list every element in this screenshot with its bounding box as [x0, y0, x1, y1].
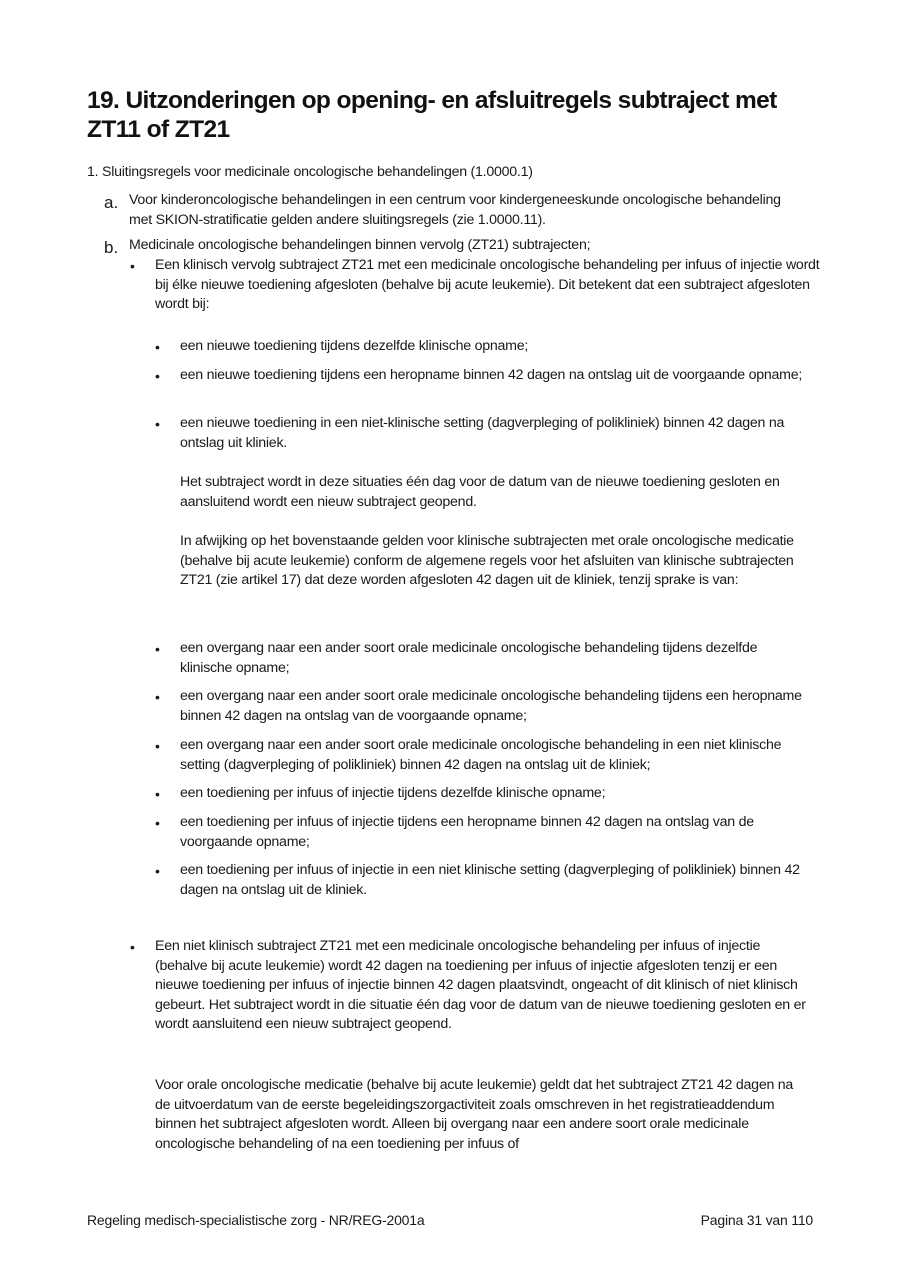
bullet-icon: •	[155, 815, 160, 831]
subitem-3: een nieuwe toediening in een niet-klinische setting (dagverpleging of polikliniek) binnen 42 dagen na ontslag uit kliniek.	[180, 415, 785, 451]
bullet-icon: •	[130, 939, 135, 955]
item-b-text: Medicinale oncologische behandelingen binnen vervolg (ZT21) subtrajecten;	[129, 237, 591, 253]
footer-document-title: Regeling medisch-specialistische zorg - NR/REG-2001a	[87, 1212, 425, 1228]
section-number: 1.	[87, 164, 99, 180]
bullet1-text: Een klinisch vervolg subtraject ZT21 met een medicinale oncologische behandeling per infuus of injectie wordt bij élke nieuwe toediening afgesloten (behalve bij acute leukemie). Dit betekent dat een subtraject afgesloten wordt bij:	[155, 257, 820, 313]
subitem-1: een nieuwe toediening tijdens dezelfde klinische opname;	[180, 338, 529, 354]
item-a-text: Voor kinderoncologische behandelingen in een centrum voor kindergeneeskunde oncologische behandeling met SKION-stratificatie gelden andere sluitingsregels (zie 1.0000.11).	[129, 192, 781, 228]
bullet-icon: •	[155, 863, 160, 879]
subitem-2: een nieuwe toediening tijdens een heropname binnen 42 dagen na ontslag uit de voorgaande opname;	[180, 367, 803, 383]
bullet-icon: •	[155, 339, 160, 355]
bullet2-text: Een niet klinisch subtraject ZT21 met een medicinale oncologische behandeling per infuus of injectie (behalve bij acute leukemie) wordt 42 dagen na toediening per infuus of injectie afgesloten tenzij er een nieuwe toediening per infuus of injectie binnen 42 dagen plaatsvindt, ongeacht of dit klinisch of niet klinisch gebeurt. Het subtraject wordt in die situatie één dag voor de datum van de nieuwe toediening gesloten en er wordt aansluitend een nieuw subtraject geopend.	[155, 938, 806, 1033]
bullet-icon: •	[155, 738, 160, 754]
bullet-icon: •	[130, 258, 135, 274]
section-heading: Sluitingsregels voor medicinale oncologische behandelingen (1.0000.1)	[102, 164, 533, 180]
item-a-label: a.	[104, 193, 119, 212]
paragraph-oral-medication: Voor orale oncologische medicatie (behalve bij acute leukemie) geldt dat het subtraject ZT21 42 dagen na de uitvoerdatum van de eerste begeleidingszorgactiviteit zoals omschreven in het registratieaddendum binnen het subtraject afgesloten wordt. Alleen bij overgang naar een andere soort orale medicinale oncologische behandeling of na een toediening per infuus of	[155, 1077, 794, 1152]
item-b-label: b.	[104, 238, 119, 257]
bullet-icon: •	[155, 416, 160, 432]
subitem2-4: een toediening per infuus of injectie tijdens dezelfde klinische opname;	[180, 785, 606, 801]
subitem2-5: een toediening per infuus of injectie tijdens een heropname binnen 42 dagen na ontslag van de voorgaande opname;	[180, 814, 754, 850]
subitem2-3: een overgang naar een ander soort orale medicinale oncologische behandeling in een niet klinische setting (dagverpleging of polikliniek) binnen 42 dagen na ontslag uit de kliniek;	[180, 737, 782, 773]
page-title: 19. Uitzonderingen op opening- en afsluitregels subtraject met ZT11 of ZT21	[87, 87, 777, 143]
subitem2-2: een overgang naar een ander soort orale medicinale oncologische behandeling tijdens een heropname binnen 42 dagen na ontslag van de voorgaande opname;	[180, 688, 802, 724]
footer-page-number: Pagina 31 van 110	[700, 1212, 813, 1228]
paragraph-exception: In afwijking op het bovenstaande gelden voor klinische subtrajecten met orale oncologische medicatie (behalve bij acute leukemie) conform de algemene regels voor het afsluiten van klinische subtrajecten ZT21 (zie artikel 17) dat deze worden afgesloten 42 dagen uit de kliniek, tenzij sprake is van:	[180, 533, 794, 589]
bullet-icon: •	[155, 641, 160, 657]
paragraph-closing-rule: Het subtraject wordt in deze situaties één dag voor de datum van de nieuwe toediening gesloten en aansluitend wordt een nieuw subtraject geopend.	[180, 474, 780, 510]
bullet-icon: •	[155, 689, 160, 705]
bullet-icon: •	[155, 368, 160, 384]
subitem2-6: een toediening per infuus of injectie in een niet klinische setting (dagverpleging of polikliniek) binnen 42 dagen na ontslag uit de kliniek.	[180, 862, 800, 898]
subitem2-1: een overgang naar een ander soort orale medicinale oncologische behandeling tijdens dezelfde klinische opname;	[180, 640, 758, 676]
bullet-icon: •	[155, 786, 160, 802]
